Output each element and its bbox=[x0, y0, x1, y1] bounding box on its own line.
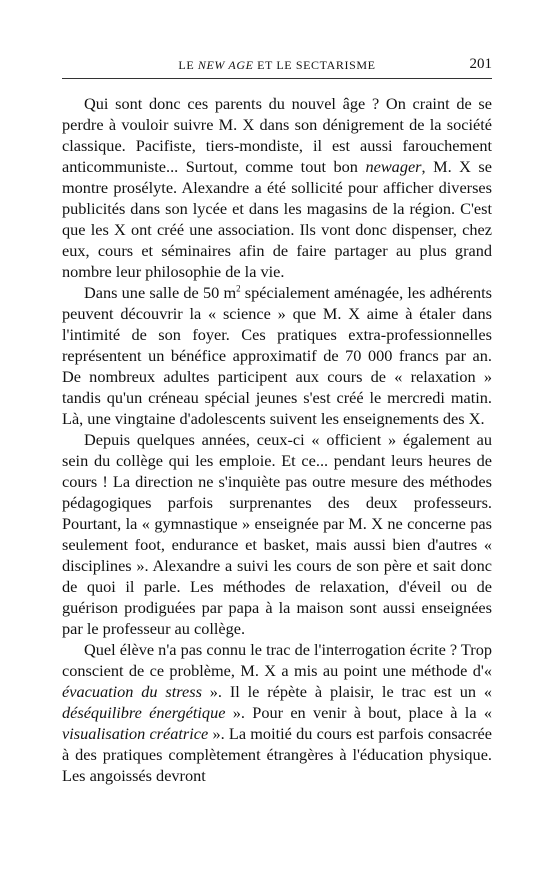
text-run: , M. X se montre prosélyte. Alexandre a été sollicité pour afficher diverses publicités dans son lycée et dans les magasins de la région. C'est que les X ont créé une association. Ils vont donc dispenser, chez eux, cours et séminaires afin de faire partager au plus grand nombre leur philosophie de la vie. bbox=[62, 157, 492, 281]
text-run: ». La moitié du cours est parfois consacrée à des pratiques complètement étrangères à l'éducation physique. Les angoissés devront bbox=[62, 724, 493, 785]
text-run: Qui sont donc ces parents du nouvel âge ? On craint de se perdre à vouloir suivre M. X dans son dénigrement de la société classique. Pacifiste, tiers-mondiste, il est aussi farouchement anticommuniste... Surtout, comme tout bon bbox=[62, 94, 492, 176]
superscript: 2 bbox=[236, 283, 241, 294]
paragraph bbox=[62, 93, 492, 282]
text-run: ». Il le répète à plaisir, le trac est un « bbox=[201, 682, 492, 701]
paragraph bbox=[62, 639, 492, 786]
paragraph bbox=[62, 282, 492, 429]
text-run: Dans une salle de 50 m bbox=[84, 283, 237, 302]
text-run: Depuis quelques années, ceux-ci « officient » également au sein du collège qui les emploie. Et ce... pendant leurs heures de cours ! La direction ne s'inquiète pas outre mesure des méthodes pédagogiques parfois surprenantes des deux professeurs. Pourtant, la « gymnastique » enseignée par M. X ne concerne pas seulement foot, endurance et basket, mais aussi bien d'autres « disciplines ». Alexandre a suivi les cours de son père et sait donc de quoi il parle. Les méthodes de relaxation, d'éveil ou de guérison prodiguées par papa à la maison sont aussi enseignées par le professeur au collège. bbox=[62, 430, 492, 638]
paragraph bbox=[62, 429, 492, 639]
book-page bbox=[62, 56, 492, 786]
italic-text: newager bbox=[365, 157, 422, 176]
italic-text: visualisation créatrice bbox=[62, 724, 209, 743]
running-title-italic: NEW AGE bbox=[197, 58, 254, 72]
running-title-part1: LE bbox=[178, 58, 198, 72]
text-run: Quel élève n'a pas connu le trac de l'interrogation écrite ? Trop conscient de ce problème, M. X a mis au point une méthode d'« bbox=[62, 640, 492, 680]
italic-text: évacuation du stress bbox=[62, 682, 202, 701]
running-header bbox=[62, 56, 492, 79]
running-title-part2: ET LE SECTARISME bbox=[253, 58, 376, 72]
italic-text: déséquilibre énergétique bbox=[62, 703, 226, 722]
text-run: spécialement aménagée, les adhérents peuvent découvrir la « science » que M. X aime à étaler dans l'intimité de son foyer. Ces pratiques extra-professionnelles représentent un bénéfice approximatif de 70 000 francs par an. De nombreux adultes participent aux cours de « relaxation » tandis qu'un créneau spécial jeunes s'est créé le mercredi matin. Là, une vingtaine d'adolescents suivent les enseignements des X. bbox=[62, 283, 492, 428]
text-run: ». Pour en venir à bout, place à la « bbox=[225, 703, 492, 722]
running-title bbox=[62, 58, 492, 73]
body-text bbox=[62, 93, 492, 786]
page-number: 201 bbox=[469, 56, 492, 72]
